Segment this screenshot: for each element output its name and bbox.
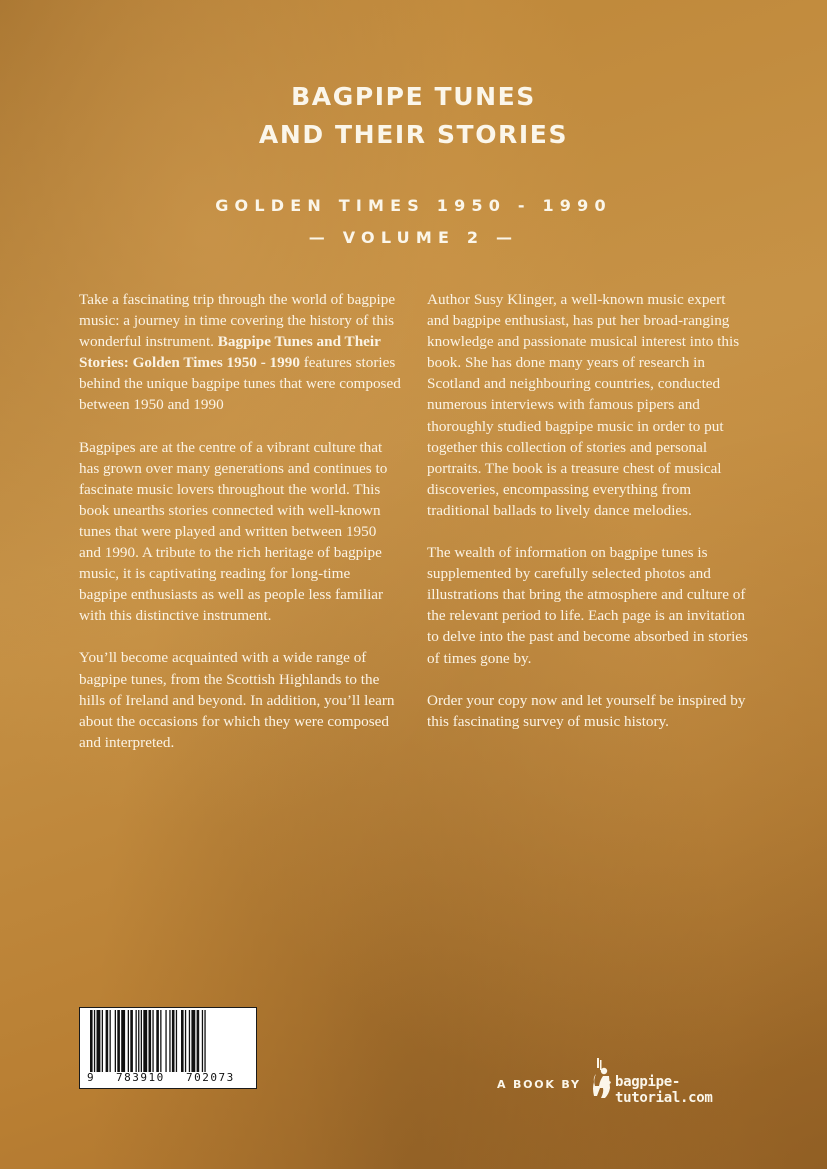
barcode-bar: [165, 1010, 166, 1072]
barcode-bar: [143, 1010, 147, 1072]
barcode-bar: [191, 1010, 195, 1072]
left-paragraph-2: Bagpipes are at the centre of a vibrant culture that has grown over many generations and continues to fascinate music lovers throughout the world. This book unearths stories connected with well-known tunes that were played and written between 1950 and 1990. A tribute to the rich heritage of bagpipe music, it is captivating reading for long-time bagpipe enthusiasts as well as people less familiar with this distinctive instrument.: [79, 438, 388, 625]
barcode-digit-first: 9: [87, 1071, 94, 1084]
barcode-bar: [202, 1010, 203, 1072]
barcode-bar: [136, 1010, 137, 1072]
barcode-bar: [130, 1010, 133, 1072]
barcode-bar: [138, 1010, 139, 1072]
barcode-bar: [106, 1010, 109, 1072]
left-p1-bold-title: Bagpipe Tunes and Their Stories: Golden Times 1950 - 1990: [79, 333, 381, 372]
barcode-bars: [90, 1010, 248, 1072]
barcode-bar: [141, 1010, 142, 1072]
book-title: [0, 78, 827, 154]
barcode-bar: [149, 1010, 152, 1072]
publisher-name: bagpipe-tutorial.com: [615, 1074, 713, 1106]
barcode-bar: [97, 1010, 101, 1072]
barcode-bar: [172, 1010, 175, 1072]
barcode-bar: [185, 1010, 186, 1072]
barcode-bar: [128, 1010, 129, 1072]
left-paragraph-1: [79, 289, 401, 416]
barcode-bar: [181, 1010, 184, 1072]
left-paragraph-3: You’ll become acquainted with a wide range of bagpipe tunes, from the Scottish Highlands to the hills of Ireland and beyond. In addition, you’ll learn about the occasions for which they were composed and interpreted.: [79, 649, 395, 751]
left-text-column: [79, 289, 401, 774]
publisher-label: A BOOK BY: [497, 1078, 581, 1091]
barcode-bar: [176, 1010, 177, 1072]
barcode-digits-right: 702073: [186, 1071, 235, 1084]
isbn-barcode: [79, 1007, 257, 1089]
barcode-bar: [169, 1010, 170, 1072]
barcode-bar: [94, 1010, 95, 1072]
barcode-bar: [189, 1010, 190, 1072]
right-text-column: [427, 289, 749, 753]
barcode-bar: [152, 1010, 153, 1072]
barcode-bar: [121, 1010, 125, 1072]
bagpiper-icon: [591, 1058, 613, 1098]
barcode-bar: [160, 1010, 161, 1072]
right-paragraph-3: Order your copy now and let yourself be inspired by this fascinating survey of music history.: [427, 691, 746, 730]
publisher-credit: [497, 1058, 747, 1106]
right-paragraph-2: The wealth of information on bagpipe tunes is supplemented by carefully selected photos and illustrations that bring the atmosphere and culture of the relevant period to life. Each page is an invitation to delve into the past and become absorbed in stories of times gone by.: [427, 544, 748, 667]
left-p1-end: features stories behind the unique bagpipe tunes that were composed between 1950 and 1990: [79, 354, 401, 414]
subtitle-line-2: — VOLUME 2 —: [308, 228, 519, 247]
subtitle-line-1: GOLDEN TIMES 1950 - 1990: [215, 196, 612, 215]
barcode-bar: [115, 1010, 116, 1072]
barcode-bar: [197, 1010, 200, 1072]
right-paragraph-1: Author Susy Klinger, a well-known music expert and bagpipe enthusiast, has put her broad-ranging knowledge and passionate musical interest into this book. She has done many years of research in Scotland and neighbouring countries, conducted numerous interviews with famous pipers and thoroughly studied bagpipe music in order to put together this collection of stories and personal portraits. The book is a treasure chest of musical discoveries, encompassing everything from traditional ballads to lively dance melodies.: [427, 291, 740, 519]
barcode-bar: [204, 1010, 205, 1072]
barcode-digits-left: 783910: [116, 1071, 165, 1084]
title-line-1: BAGPIPE TUNES: [291, 82, 536, 111]
barcode-bar: [117, 1010, 120, 1072]
barcode-bar: [156, 1010, 159, 1072]
barcode-number: [80, 1071, 258, 1085]
left-p1-start: Take a fascinating trip through the world of bagpipe music: a journey in time covering the history of this wonderful instrument.: [79, 291, 396, 351]
barcode-bar: [102, 1010, 103, 1072]
title-line-2: AND THEIR STORIES: [258, 120, 569, 149]
barcode-bar: [110, 1010, 111, 1072]
barcode-bar: [90, 1010, 93, 1072]
book-subtitle: [0, 190, 827, 254]
